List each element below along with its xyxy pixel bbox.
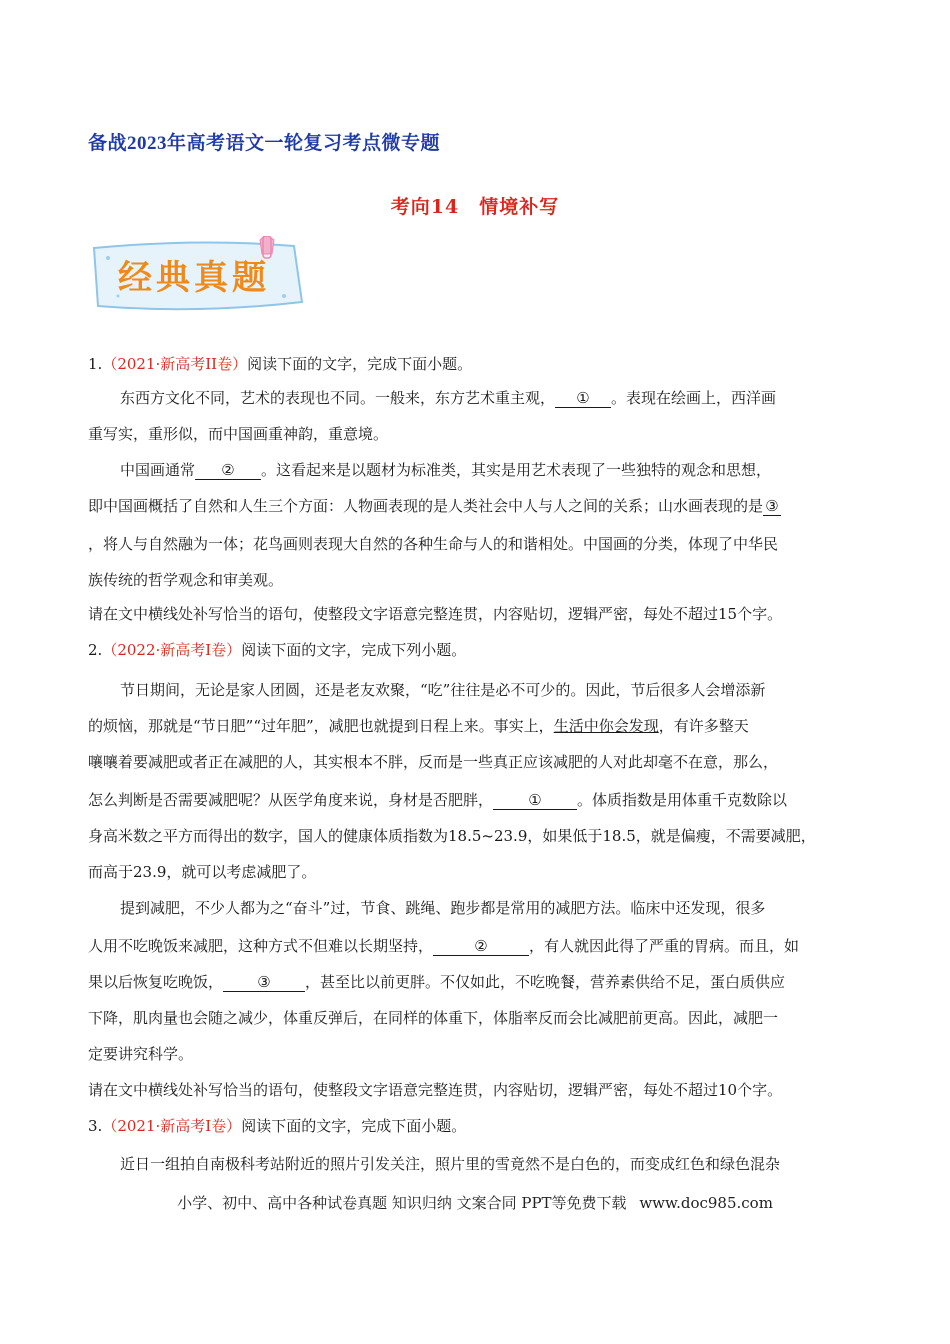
q1-instruction: 请在文中横线处补写恰当的语句，使整段文字语意完整连贯，内容贴切，逻辑严密，每处不超过15个字。 bbox=[88, 605, 783, 623]
text-span: 怎么判断是否需要减肥呢？从医学角度来说，身材是否肥胖， bbox=[88, 791, 494, 809]
q2-instruction: 请在文中横线处补写恰当的语句，使整段文字语意完整连贯，内容贴切，逻辑严密，每处不超过10个字。 bbox=[88, 1081, 783, 1099]
text-span: 人用不吃晚饭来减肥，这种方式不但难以长期坚持， bbox=[88, 937, 434, 955]
blank-1: ① bbox=[493, 791, 577, 810]
footer bbox=[0, 1192, 950, 1213]
q1-paragraph-line bbox=[88, 496, 781, 516]
q2-header bbox=[88, 640, 466, 660]
q2-paragraph-line bbox=[88, 936, 799, 956]
blank-2: ② bbox=[433, 937, 529, 956]
blank-3: ③ bbox=[223, 973, 305, 992]
text-span: 东西方文化不同，艺术的表现也不同。一般来，东方艺术重主观， bbox=[120, 389, 556, 407]
text-span: ，有人就因此得了严重的胃病。而且，如 bbox=[529, 937, 800, 955]
q2-paragraph-line bbox=[88, 790, 787, 810]
q1-paragraph-line bbox=[120, 460, 771, 480]
q1-paragraph-line bbox=[120, 388, 776, 408]
text-span: 即中国画概括了自然和人生三个方面：人物画表现的是人类社会中人与人之间的关系；山水画表现的是 bbox=[88, 497, 764, 515]
text-span: 中国画通常 bbox=[120, 461, 196, 479]
footer-text: 小学、初中、高中各种试卷真题 知识归纳 文案合同 PPT等免费下载 bbox=[177, 1194, 627, 1212]
q2-paragraph-line: 提到减肥，不少人都为之“奋斗”过，节食、跳绳、跑步都是常用的减肥方法。临床中还发现，很多 bbox=[120, 899, 766, 917]
q3-source: （2021·新高考I卷） bbox=[102, 1117, 242, 1135]
blank-3: ③ bbox=[763, 497, 781, 516]
q1-source: （2021·新高考II卷） bbox=[102, 355, 248, 373]
q1-number: 1. bbox=[88, 355, 103, 373]
banner-label: 经典真题 bbox=[118, 258, 270, 298]
blank-1: ① bbox=[555, 389, 611, 408]
text-span: ，甚至比以前更胖。不仅如此，不吃晚餐，营养素供给不足，蛋白质供应 bbox=[305, 973, 786, 991]
q2-paragraph-line: 定要讲究科学。 bbox=[88, 1045, 194, 1063]
q3-header bbox=[88, 1116, 466, 1136]
q3-prompt: 阅读下面的文字，完成下面小题。 bbox=[241, 1117, 467, 1135]
q2-source: （2022·新高考I卷） bbox=[102, 641, 242, 659]
q2-paragraph-line: 身高米数之平方而得出的数字，国人的健康体质指数为18.5~23.9，如果低于18.5，就是偏瘦，不需要减肥， bbox=[88, 827, 816, 845]
underlined-phrase: 生活中你会发现 bbox=[553, 717, 659, 735]
text-span: 。表现在绘画上，西洋画 bbox=[611, 389, 777, 407]
text-span: 果以后恢复吃晚饭， bbox=[88, 973, 224, 991]
q1-paragraph-line: 族传统的哲学观念和审美观。 bbox=[88, 571, 284, 589]
footer-url[interactable]: www.doc985.com bbox=[639, 1194, 773, 1212]
q3-paragraph-line: 近日一组拍自南极科考站附近的照片引发关注，照片里的雪竟然不是白色的，而变成红色和绿色混杂 bbox=[120, 1155, 781, 1173]
q2-paragraph-line: 而高于23.9，就可以考虑减肥了。 bbox=[88, 863, 317, 881]
q2-paragraph-line bbox=[88, 972, 785, 992]
section-banner bbox=[88, 236, 308, 316]
page-title: 考向14 情境补写 bbox=[390, 196, 560, 218]
text-span: 的烦恼，那就是“节日肥”“过年肥”，减肥也就提到日程上来。事实上， bbox=[88, 717, 554, 735]
q3-number: 3. bbox=[88, 1117, 103, 1135]
q2-prompt: 阅读下面的文字，完成下列小题。 bbox=[241, 641, 467, 659]
q1-paragraph-line: ，将人与自然融为一体；花鸟画则表现大自然的各种生命与人的和谐相处。中国画的分类，体现了中华民 bbox=[88, 535, 779, 553]
q1-paragraph-line: 重写实，重形似，而中国画重神韵，重意境。 bbox=[88, 425, 389, 443]
series-title: 备战2023年高考语文一轮复习考点微专题 bbox=[88, 133, 441, 154]
q2-paragraph-line: 嚷嚷着要减肥或者正在减肥的人，其实根本不胖，反而是一些真正应该减肥的人对此却毫不在意，那么， bbox=[88, 753, 779, 771]
q1-prompt: 阅读下面的文字，完成下面小题。 bbox=[247, 355, 473, 373]
text-span: ，有许多整天 bbox=[658, 717, 749, 735]
text-span: 。这看起来是以题材为标准类，其实是用艺术表现了一些独特的观念和思想， bbox=[261, 461, 772, 479]
q2-paragraph-line bbox=[88, 716, 749, 736]
q1-header bbox=[88, 354, 472, 374]
text-span: 。体质指数是用体重千克数除以 bbox=[577, 791, 788, 809]
blank-2: ② bbox=[195, 461, 261, 480]
q2-paragraph-line: 节日期间，无论是家人团圆，还是老友欢聚，“吃”往往是必不可少的。因此，节后很多人会增添新 bbox=[120, 681, 766, 699]
q2-paragraph-line: 下降，肌肉量也会随之减少，体重反弹后，在同样的体重下，体脂率反而会比减肥前更高。因此，减肥一 bbox=[88, 1009, 779, 1027]
q2-number: 2. bbox=[88, 641, 103, 659]
